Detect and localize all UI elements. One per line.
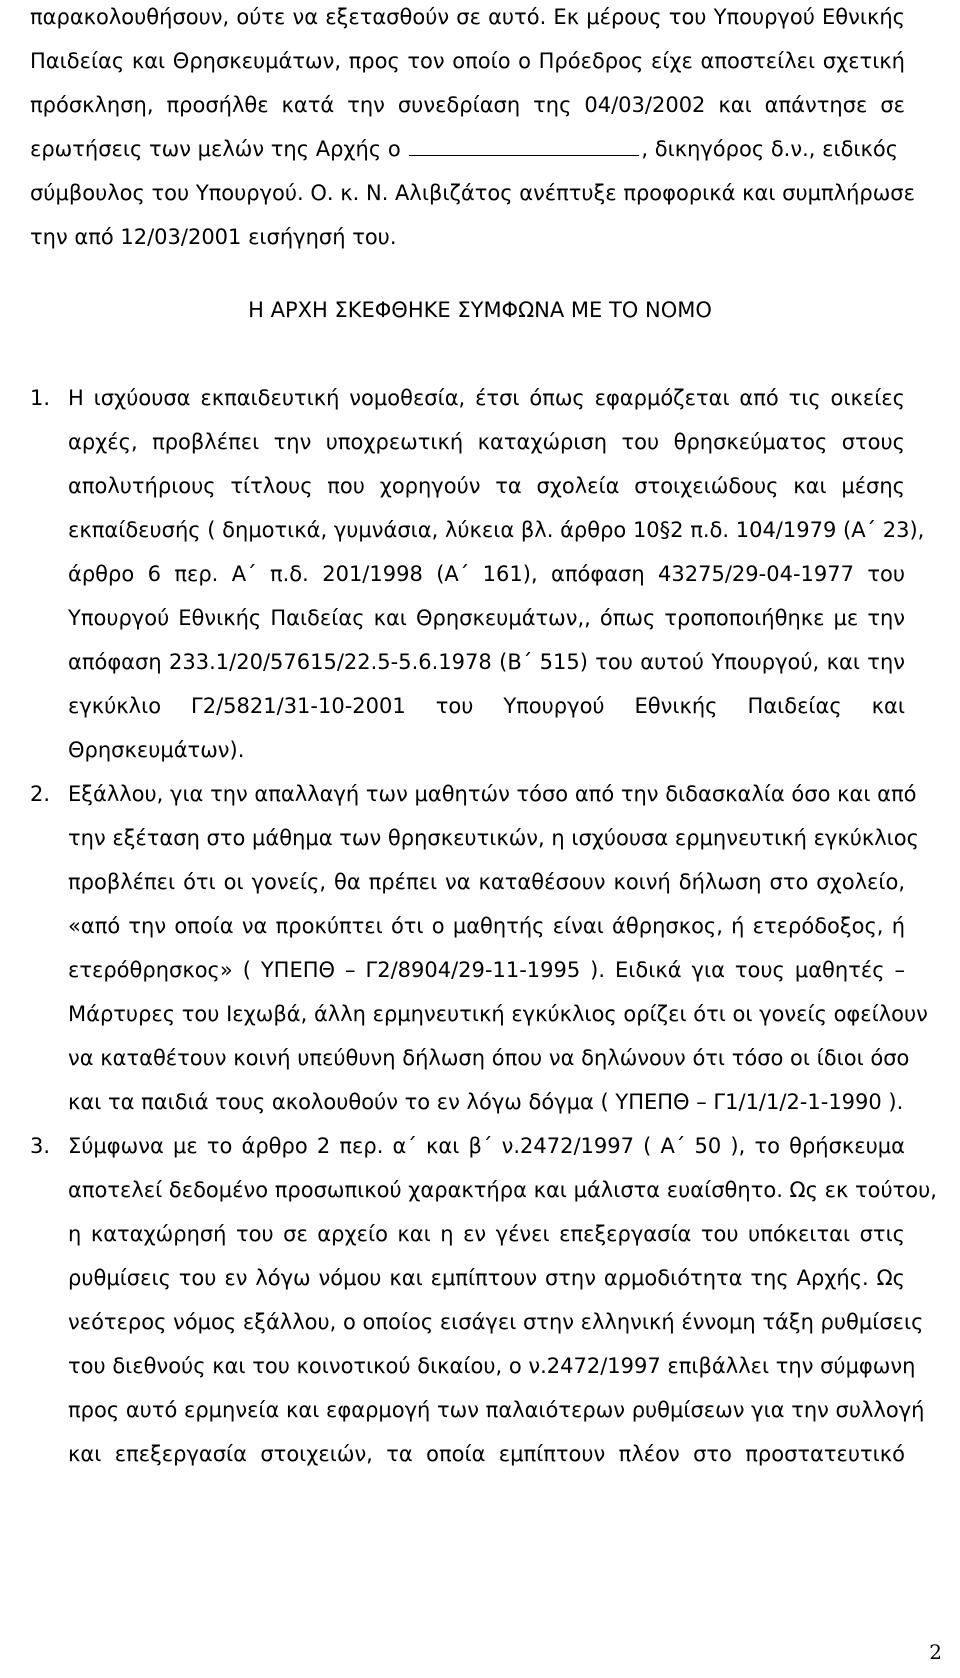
item-1-line-7: απόφαση 233.1/20/57615/22.5-5.6.1978 (Β΄ 515) του αυτού Υπουργού, και την bbox=[68, 650, 905, 674]
item-2-number: 2. bbox=[30, 782, 51, 806]
item-3-line-6: του διεθνούς και του κοινοτικού δικαίου, ο ν.2472/1997 επιβάλλει την σύμφωνη bbox=[68, 1354, 916, 1378]
page-number: 2 bbox=[929, 1640, 942, 1664]
item-2-line-1: Εξάλλου, για την απαλλαγή των μαθητών τόσο από την διδασκαλία όσο και από bbox=[68, 782, 917, 806]
item-2-line-5: ετερόθρησκος» ( ΥΠΕΠΘ – Γ2/8904/29-11-1995 ). Ειδικά για τους μαθητές – bbox=[68, 958, 905, 982]
intro-line-1: παρακολουθήσουν, ούτε να εξετασθούν σε αυτό. Εκ μέρους του Υπουργού Εθνικής bbox=[30, 5, 905, 29]
item-1-line-5: άρθρο 6 περ. Α΄ π.δ. 201/1998 (Α΄ 161), απόφαση 43275/29-04-1977 του bbox=[68, 562, 905, 586]
item-2-line-6: Μάρτυρες του Ιεχωβά, άλλη ερμηνευτική εγκύκλιος ορίζει ότι οι γονείς οφείλουν bbox=[68, 1002, 928, 1026]
item-1-number: 1. bbox=[30, 386, 51, 410]
intro-line-3: πρόσκληση, προσήλθε κατά την συνεδρίαση της 04/03/2002 και απάντησε σε bbox=[30, 93, 905, 117]
item-3-line-4: ρυθμίσεις του εν λόγω νόμου και εμπίπτουν στην αρμοδιότητα της Αρχής. Ως bbox=[68, 1266, 905, 1290]
item-3-line-5: νεότερος νόμος εξάλλου, ο οποίος εισάγει στην ελληνική έννομη τάξη ρυθμίσεις bbox=[68, 1310, 924, 1334]
item-1-line-6: Υπουργού Εθνικής Παιδείας και Θρησκευμάτων,, όπως τροποποιήθηκε με την bbox=[68, 606, 905, 630]
item-3-line-3: η καταχώρησή του σε αρχείο και η εν γένει επεξεργασία του υπόκειται στις bbox=[68, 1222, 905, 1246]
item-1-line-8: εγκύκλιο Γ2/5821/31-10-2001 του Υπουργού Εθνικής Παιδείας και bbox=[68, 694, 905, 718]
item-3-line-2: αποτελεί δεδομένο προσωπικού χαρακτήρα και μάλιστα ευαίσθητο. Ως εκ τούτου, bbox=[68, 1178, 937, 1202]
item-1-line-1: Η ισχύουσα εκπαιδευτική νομοθεσία, έτσι όπως εφαρμόζεται από τις οικείες bbox=[68, 386, 905, 410]
item-2-line-3: προβλέπει ότι οι γονείς, θα πρέπει να καταθέσουν κοινή δήλωση στο σχολείο, bbox=[68, 870, 905, 894]
item-3-number: 3. bbox=[30, 1134, 51, 1158]
section-heading: Η ΑΡΧΗ ΣΚΕΦΘΗΚΕ ΣΥΜΦΩΝΑ ΜΕ ΤΟ ΝΟΜΟ bbox=[248, 298, 712, 322]
blank-name-field bbox=[409, 135, 639, 156]
item-3-line-8: και επεξεργασία στοιχειών, τα οποία εμπίπτουν πλέον στο προστατευτικό bbox=[68, 1442, 905, 1466]
item-2-line-7: να καταθέτουν κοινή υπεύθυνη δήλωση όπου να δηλώνουν ότι τόσο οι ίδιοι όσο bbox=[68, 1046, 910, 1070]
intro-line-4-before: ερωτήσεις των μελών της Αρχής ο bbox=[30, 137, 401, 161]
item-1-line-2: αρχές, προβλέπει την υποχρεωτική καταχώριση του θρησκεύματος στους bbox=[68, 430, 905, 454]
intro-line-4-after: , δικηγόρος δ.ν., ειδικός bbox=[641, 137, 899, 161]
intro-line-4 bbox=[30, 135, 905, 163]
item-2-line-8: και τα παιδιά τους ακολουθούν το εν λόγω δόγμα ( ΥΠΕΠΘ – Γ1/1/1/2-1-1990 ). bbox=[68, 1090, 904, 1114]
item-2-line-2: την εξέταση στο μάθημα των θρησκευτικών, η ισχύουσα ερμηνευτική εγκύκλιος bbox=[68, 826, 919, 850]
intro-line-2: Παιδείας και Θρησκευμάτων, προς τον οποίο ο Πρόεδρος είχε αποστείλει σχετική bbox=[30, 49, 905, 73]
item-2-line-4: «από την οποία να προκύπτει ότι ο μαθητής είναι άθρησκος, ή ετερόδοξος, ή bbox=[68, 914, 905, 938]
item-1-line-4: εκπαίδευσής ( δημοτικά, γυμνάσια, λύκεια βλ. άρθρο 10§2 π.δ. 104/1979 (Α΄ 23), bbox=[68, 518, 925, 542]
item-1-line-9: Θρησκευμάτων). bbox=[68, 738, 245, 762]
item-3-line-1: Σύμφωνα με το άρθρο 2 περ. α΄ και β΄ ν.2472/1997 ( Α΄ 50 ), το θρήσκευμα bbox=[68, 1134, 905, 1158]
intro-line-5: σύμβουλος του Υπουργού. Ο. κ. Ν. Αλιβιζάτος ανέπτυξε προφορικά και συμπλήρωσε bbox=[30, 181, 915, 205]
item-3-line-7: προς αυτό ερμηνεία και εφαρμογή των παλαιότερων ρυθμίσεων για την συλλογή bbox=[68, 1398, 925, 1422]
item-1-line-3: απολυτήριους τίτλους που χορηγούν τα σχολεία στοιχειώδους και μέσης bbox=[68, 474, 905, 498]
intro-line-6: την από 12/03/2001 εισήγησή του. bbox=[30, 225, 397, 249]
